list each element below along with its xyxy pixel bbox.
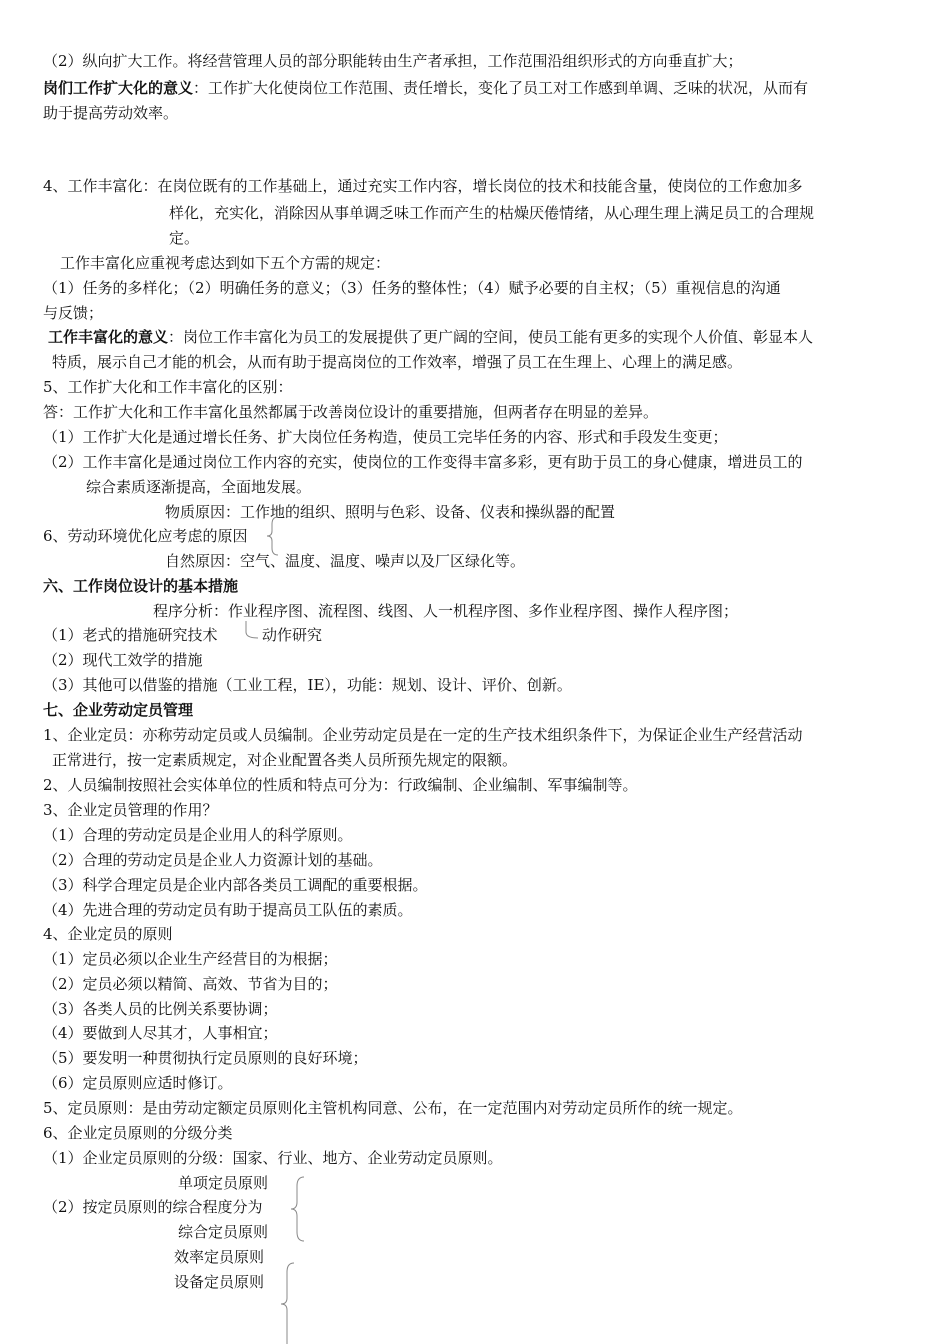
paragraph-line: 3、企业定员管理的作用？ bbox=[43, 801, 218, 819]
term-definition: ：岗位工作丰富化为员工的发展提供了更广阔的空间，使员工能有更多的实现个人价值、彰显本人 bbox=[168, 328, 814, 346]
paragraph-line: 动作研究 bbox=[262, 626, 323, 644]
paragraph-line: （1）企业定员原则的分级：国家、行业、地方、企业劳动定员原则。 bbox=[43, 1149, 503, 1167]
paragraph-line: （3）科学合理定员是企业内部各类员工调配的重要根据。 bbox=[43, 876, 428, 894]
paragraph-line: （1）任务的多样化；（2）明确任务的意义；（3）任务的整体性；（4）赋予必要的自主权；（5）重视信息的沟通 bbox=[43, 279, 781, 297]
paragraph-line: （2）工作丰富化是通过岗位工作内容的充实，使岗位的工作变得丰富多彩，更有助于员工的身心健康，增进员工的 bbox=[43, 453, 803, 471]
paragraph-line: （2）按定员原则的综合程度分为 bbox=[43, 1198, 263, 1216]
paragraph-line: 自然原因：空气、温度、温度、噪声以及厂区绿化等。 bbox=[165, 552, 526, 570]
paragraph-line: 2、人员编制按照社会实体单位的性质和特点可分为：行政编制、企业编制、军事编制等。 bbox=[43, 776, 638, 794]
paragraph-line: 单项定员原则 bbox=[178, 1174, 269, 1192]
paragraph-line: 设备定员原则 bbox=[174, 1273, 265, 1291]
paragraph-line: 正常进行，按一定素质规定，对企业配置各类人员所预先规定的限额。 bbox=[52, 751, 518, 769]
brace-icon bbox=[290, 1176, 306, 1242]
paragraph-line: 答：工作扩大化和工作丰富化虽然都属于改善岗位设计的重要措施，但两者存在明显的差异。 bbox=[43, 403, 659, 421]
paragraph-line: 6、劳动环境优化应考虑的原因 bbox=[43, 527, 248, 545]
paragraph-line: （4）先进合理的劳动定员有助于提高员工队伍的素质。 bbox=[43, 901, 413, 919]
paragraph-line bbox=[43, 174, 803, 198]
paragraph-line: （1）定员必须以企业生产经营目的为根据； bbox=[43, 950, 338, 968]
paragraph-line: （2）定员必须以精简、高效、节省为目的； bbox=[43, 975, 338, 993]
paragraph-line: （3）其他可以借鉴的措施（工业工程，IE），功能：规划、设计、评价、创新。 bbox=[43, 676, 572, 694]
paragraph-line: 5、工作扩大化和工作丰富化的区别： bbox=[43, 378, 293, 396]
paragraph-line: 综合定员原则 bbox=[178, 1223, 269, 1241]
item-text: 在岗位既有的工作基础上，通过充实工作内容，增长岗位的技术和技能含量，使岗位的工作愈加多 bbox=[157, 177, 803, 195]
paragraph-line: 程序分析：作业程序图、流程图、线图、人一机程序图、多作业程序图、操作人程序图； bbox=[153, 602, 739, 620]
section-heading: 六、工作岗位设计的基本措施 bbox=[43, 577, 239, 595]
paragraph-line: 物质原因：工作地的组织、照明与色彩、设备、仪表和操纵器的配置 bbox=[165, 503, 616, 521]
paragraph-line: 特质，展示自己才能的机会，从而有助于提高岗位的工作效率，增强了员工在生理上、心理上的满足感。 bbox=[52, 353, 743, 371]
paragraph-line: 6、企业定员原则的分级分类 bbox=[43, 1124, 233, 1142]
term-heading: 工作丰富化的意义 bbox=[48, 328, 169, 346]
paragraph-line: 样化，充实化，消除因从事单调乏味工作而产生的枯燥厌倦情绪，从心理生理上满足员工的合理规 bbox=[169, 204, 815, 222]
paragraph-line: （3）各类人员的比例关系要协调； bbox=[43, 1000, 278, 1018]
paragraph-line: 助于提高劳动效率。 bbox=[43, 104, 179, 122]
brace-icon bbox=[280, 1262, 296, 1344]
paragraph-line: 1、企业定员：亦称劳动定员或人员编制。企业劳动定员是在一定的生产技术组织条件下，为保证企业生产经营活动 bbox=[43, 726, 803, 744]
section-heading: 七、企业劳动定员管理 bbox=[43, 701, 194, 719]
paragraph-line: 与反馈； bbox=[43, 304, 104, 322]
paragraph-line: （1）合理的劳动定员是企业用人的科学原则。 bbox=[43, 826, 353, 844]
paragraph-line: 4、企业定员的原则 bbox=[43, 925, 173, 943]
brace-icon bbox=[240, 620, 260, 646]
term-heading: 岗们工作扩大化的意义 bbox=[43, 79, 194, 97]
paragraph-line: 效率定员原则 bbox=[174, 1248, 265, 1266]
paragraph-line: 工作丰富化应重视考虑达到如下五个方需的规定： bbox=[60, 254, 391, 272]
item-label: 4、工作丰富化： bbox=[43, 177, 158, 195]
paragraph-line: 定。 bbox=[169, 229, 200, 247]
paragraph-line bbox=[48, 325, 813, 349]
paragraph-line: （4）要做到人尽其才，人事相宜； bbox=[43, 1024, 278, 1042]
paragraph-line: （1）工作扩大化是通过增长任务、扩大岗位任务构造，使员工完毕任务的内容、形式和手段发生变更； bbox=[43, 428, 728, 446]
paragraph-line: （2）现代工效学的措施 bbox=[43, 651, 203, 669]
paragraph-line: （2）纵向扩大工作。将经营管理人员的部分职能转由生产者承担，工作范围沿组织形式的方向垂直扩大； bbox=[43, 52, 743, 70]
paragraph-line: （1）老式的措施研究技术 bbox=[43, 626, 218, 644]
paragraph-line: （5）要发明一种贯彻执行定员原则的良好环境； bbox=[43, 1049, 368, 1067]
term-definition: ：工作扩大化使岗位工作范围、责任增长，变化了员工对工作感到单调、乏味的状况，从而有 bbox=[193, 79, 809, 97]
paragraph-line: （6）定员原则应适时修订。 bbox=[43, 1074, 233, 1092]
paragraph-line bbox=[43, 76, 808, 100]
paragraph-line: （2）合理的劳动定员是企业人力资源计划的基础。 bbox=[43, 851, 383, 869]
paragraph-line: 5、定员原则：是由劳动定额定员原则化主管机构同意、公布，在一定范围内对劳动定员所作的统一规定。 bbox=[43, 1099, 743, 1117]
paragraph-line: 综合素质逐渐提高，全面地发展。 bbox=[86, 478, 312, 496]
